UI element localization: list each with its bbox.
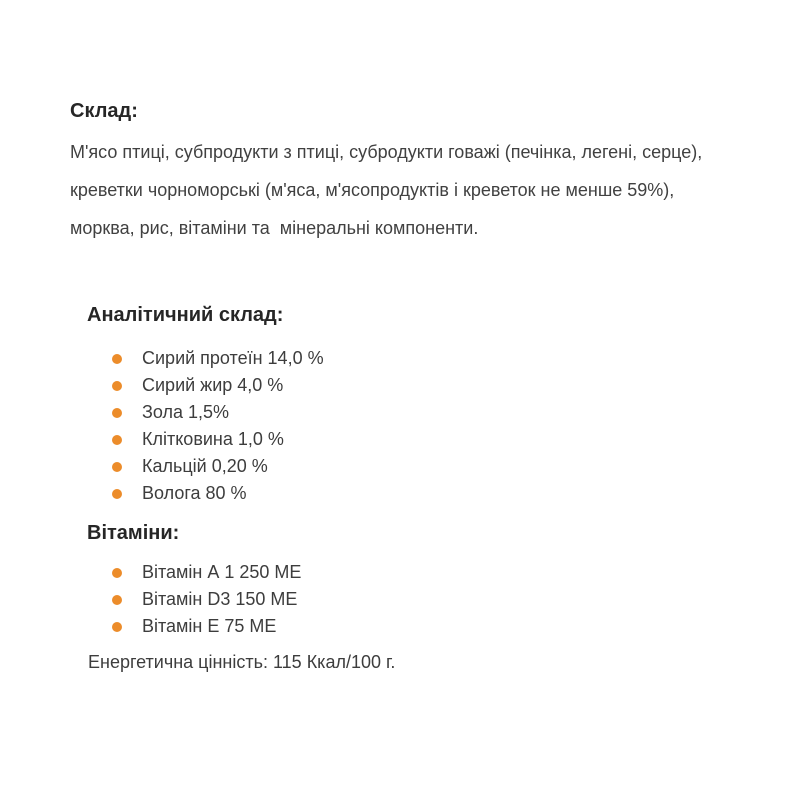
- composition-line: М'ясо птиці, субпродукти з птиці, субродукти говажі (печінка, легені, серце),: [70, 142, 703, 162]
- list-item: [112, 480, 324, 507]
- bullet-icon: [112, 435, 122, 445]
- list-item: [112, 345, 324, 372]
- bullet-icon: [112, 568, 122, 578]
- list-item: [112, 453, 324, 480]
- composition-line: морква, рис, вітаміни та мінеральні компоненти.: [70, 218, 479, 238]
- list-item-label: Вітамін D3 150 МЕ: [142, 589, 298, 609]
- bullet-icon: [112, 622, 122, 632]
- list-item-label: Клітковина 1,0 %: [142, 429, 284, 449]
- list-item-label: Волога 80 %: [142, 483, 247, 503]
- composition-paragraph: [70, 133, 702, 247]
- list-item-label: Кальцій 0,20 %: [142, 456, 268, 476]
- bullet-icon: [112, 595, 122, 605]
- list-item-label: Зола 1,5%: [142, 402, 230, 422]
- list-item: [112, 372, 324, 399]
- list-item-label: Сирий протеїн 14,0 %: [142, 348, 324, 368]
- bullet-icon: [112, 354, 122, 364]
- list-item: [112, 586, 301, 613]
- analytical-composition-list: [112, 345, 324, 507]
- bullet-icon: [112, 489, 122, 499]
- list-item: [112, 559, 301, 586]
- analytical-composition-heading: Аналітичний склад:: [87, 304, 284, 326]
- energy-value-text: Енергетична цінність: 115 Ккал/100 г.: [88, 652, 396, 672]
- list-item-label: Вітамін А 1 250 МЕ: [142, 562, 302, 582]
- vitamins-list: [112, 559, 301, 640]
- composition-line: креветки чорноморські (м'яса, м'ясопродуктів і креветок не менше 59%),: [70, 180, 675, 200]
- list-item: [112, 426, 324, 453]
- bullet-icon: [112, 408, 122, 418]
- bullet-icon: [112, 462, 122, 472]
- list-item: [112, 399, 324, 426]
- list-item-label: Вітамін Е 75 МЕ: [142, 616, 277, 636]
- bullet-icon: [112, 381, 122, 391]
- list-item-label: Сирий жир 4,0 %: [142, 375, 284, 395]
- list-item: [112, 613, 301, 640]
- vitamins-heading: Вітаміни:: [87, 522, 180, 544]
- composition-heading: Склад:: [70, 100, 138, 122]
